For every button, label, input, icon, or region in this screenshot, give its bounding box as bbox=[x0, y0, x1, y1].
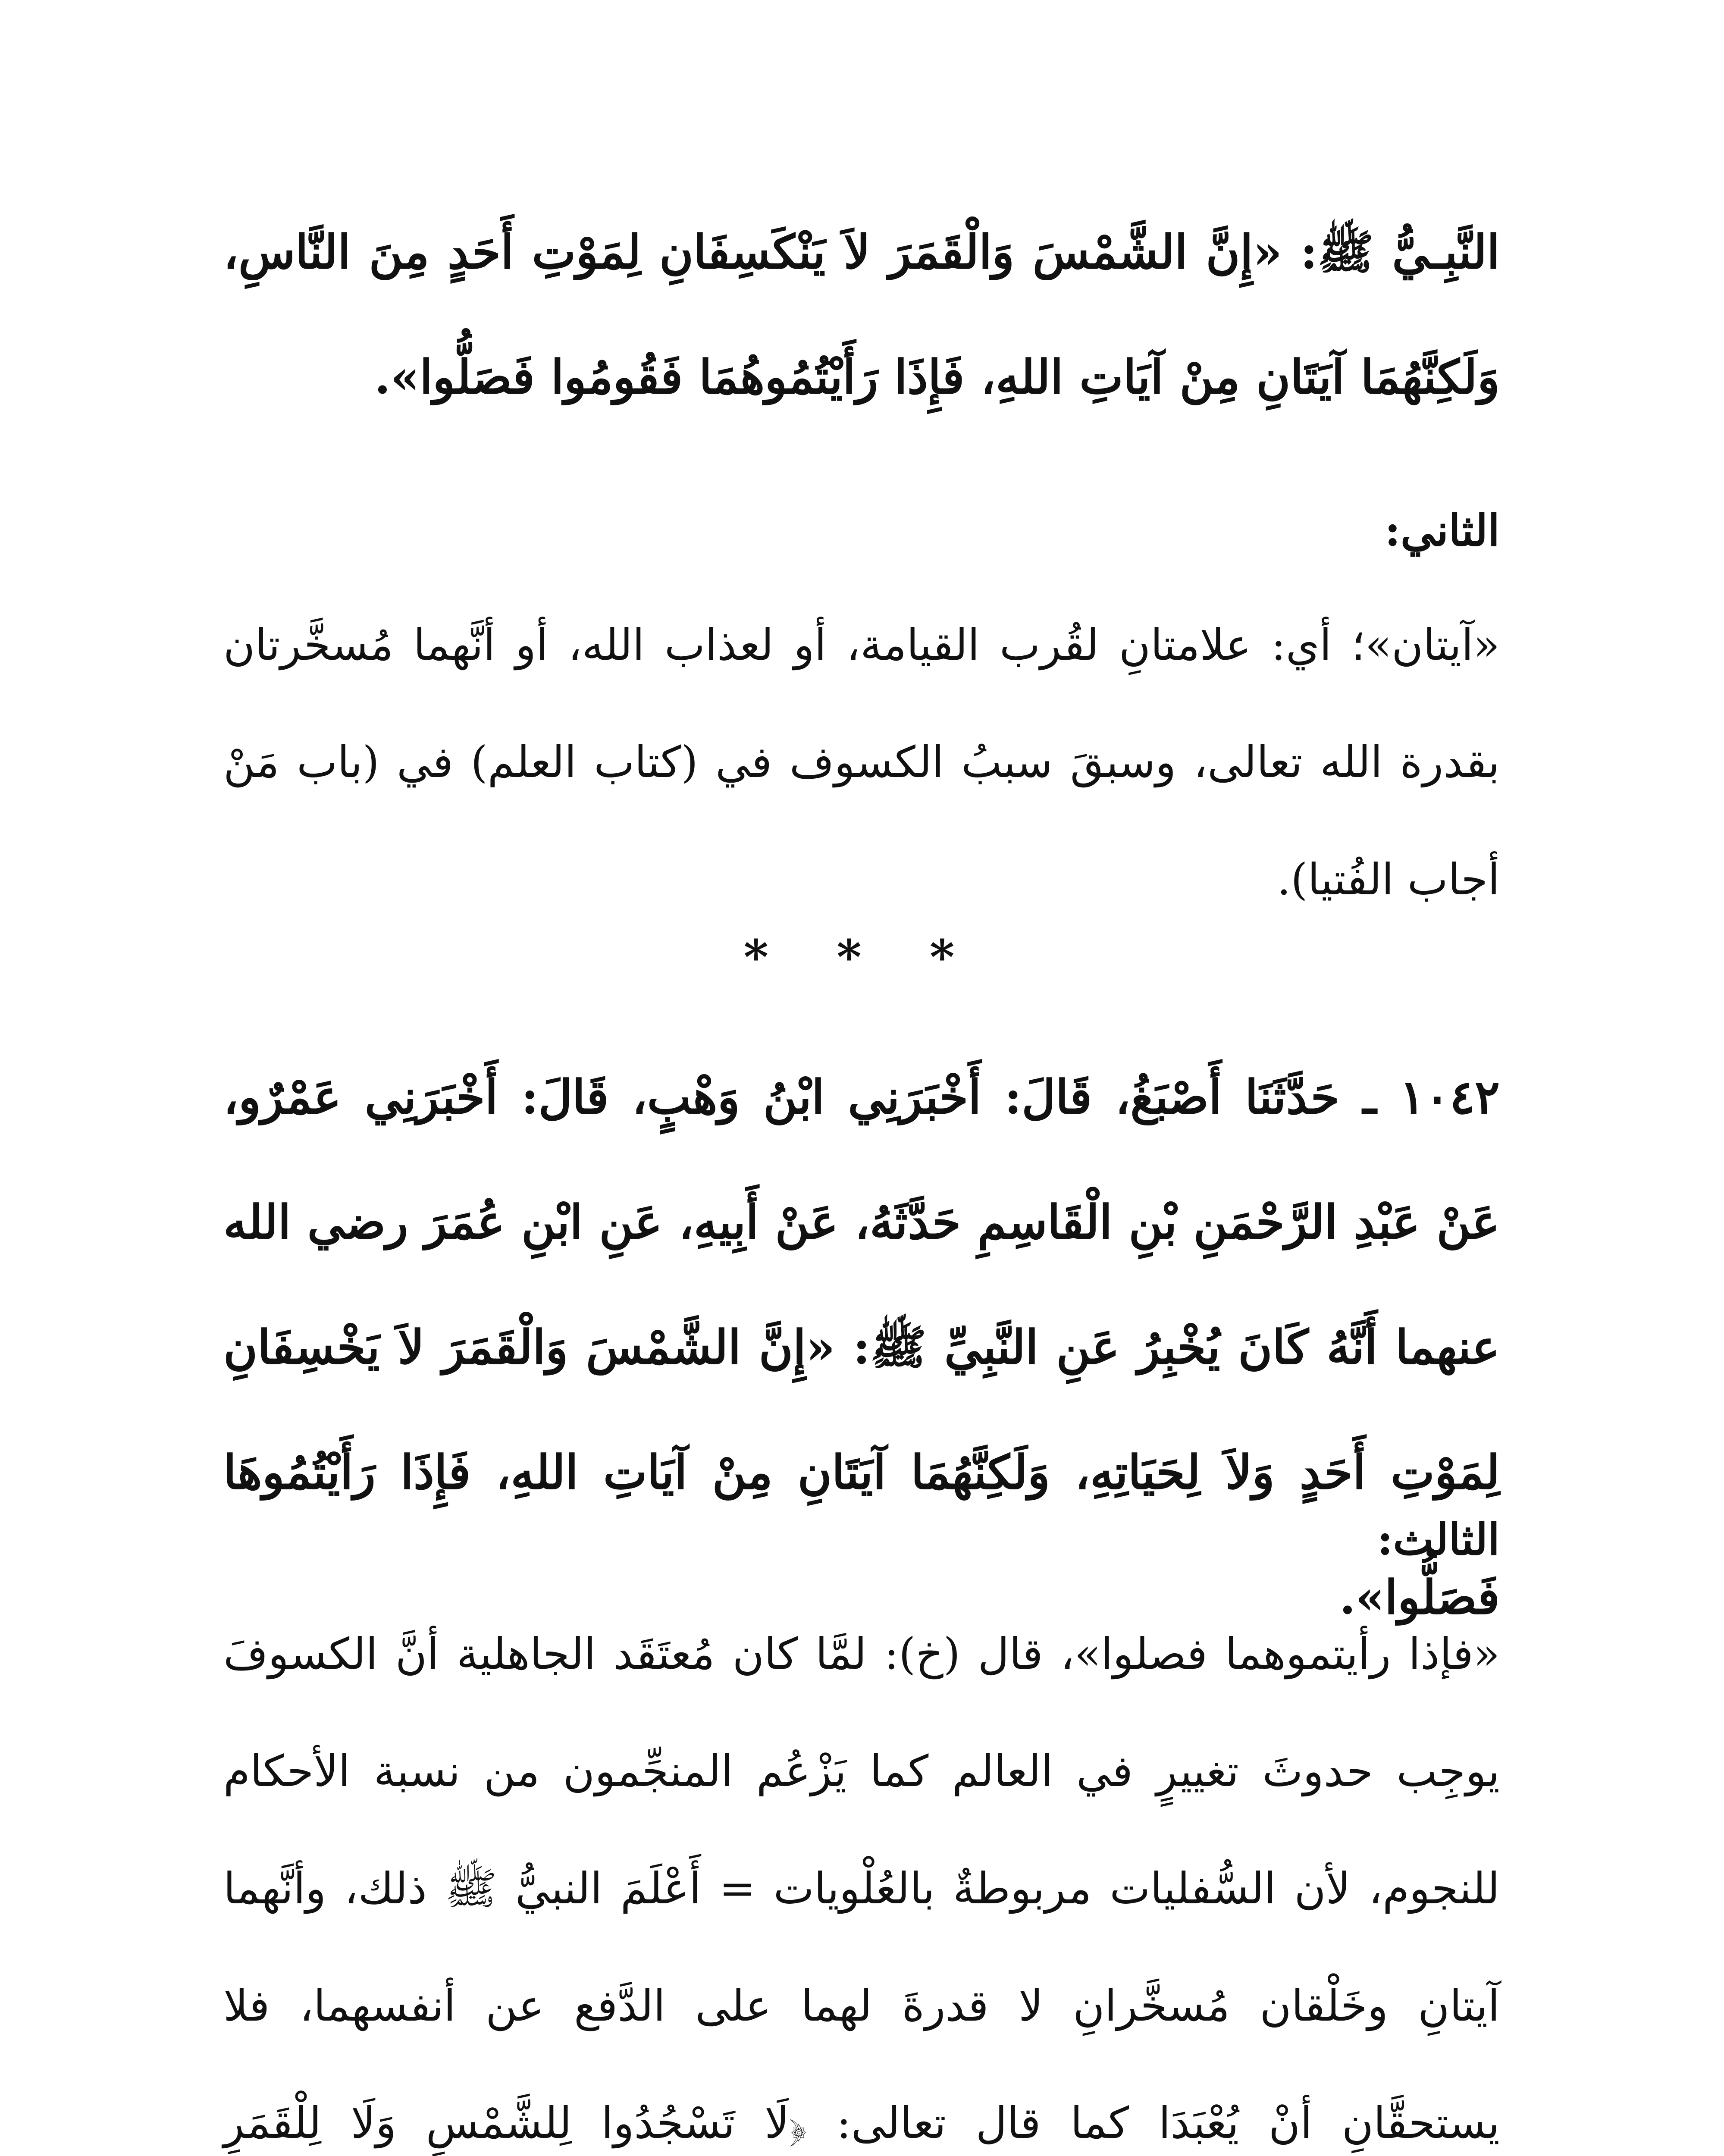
commentary-paragraph-second: «آيتان»؛ أي: علامتانِ لقُرب القيامة، أو لعذاب الله، أو أنَّهما مُسخَّرتان بقدرة الله تعالى، وسبقَ سببُ الكسوف في (كتاب العلم) في (باب مَنْ أجاب الفُتيا). bbox=[223, 620, 1500, 905]
section-heading-third: الثالث: bbox=[1377, 1514, 1500, 1565]
commentary-paragraph-third: «فإذا رأيتموهما فصلوا»، قال (خ): لمَّا كان مُعتَقَد الجاهلية أنَّ الكسوفَ يوجِب حدوثَ تغييرٍ في العالم كما يَزْعُم المنجِّمون من نسبة الأحكام للنجوم، لأن السُّفليات مربوطةٌ بالعُلْويات = أَعْلَمَ النبيُّ ﷺ ذلك، وأنَّهما آيتانِ وخَلْقان مُسخَّرانِ لا قدرةَ لهما على الدَّفع عن أنفسهما، فلا يستحقَّانِ أنْ يُعْبَدَا كما قال تعالى: ﴿لَا تَسْجُدُوا لِلشَّمْسِ وَلَا لِلْقَمَرِ bbox=[223, 1629, 1500, 2148]
hadith-text-continuation: النَّبِـيُّ ﷺ: «إِنَّ الشَّمْسَ وَالْقَمَرَ لاَ يَنْكَسِفَانِ لِمَوْتِ أَحَدٍ مِنَ النَّاسِ، وَلَكِنَّهُمَا آيَتَانِ مِنْ آيَاتِ اللهِ، فَإِذَا رَأَيْتُمُوهُمَا فَقُومُوا فَصَلُّوا». bbox=[223, 225, 1500, 404]
section-heading-second: الثاني: bbox=[1385, 505, 1500, 556]
hadith-1042-text: ١٠٤٢ ـ حَدَّثَنَا أَصْبَغُ، قَالَ: أَخْبَرَنِي ابْنُ وَهْبٍ، قَالَ: أَخْبَرَنِي عَمْرٌو، عَنْ عَبْدِ الرَّحْمَنِ بْنِ الْقَاسِمِ حَدَّثَهُ، عَنْ أَبِيهِ، عَنِ ابْنِ عُمَرَ رضي الله عنهما أَنَّهُ كَانَ يُخْبِرُ عَنِ النَّبِيِّ ﷺ: «إِنَّ الشَّمْسَ وَالْقَمَرَ لاَ يَخْسِفَانِ لِمَوْتِ أَحَدٍ وَلاَ لِحَيَاتِهِ، وَلَكِنَّهُمَا آيَتَانِ مِنْ آيَاتِ اللهِ، فَإِذَا رَأَيْتُمُوهَا فَصَلُّوا». bbox=[223, 1070, 1500, 1625]
section-divider-stars: * * * bbox=[743, 929, 981, 985]
